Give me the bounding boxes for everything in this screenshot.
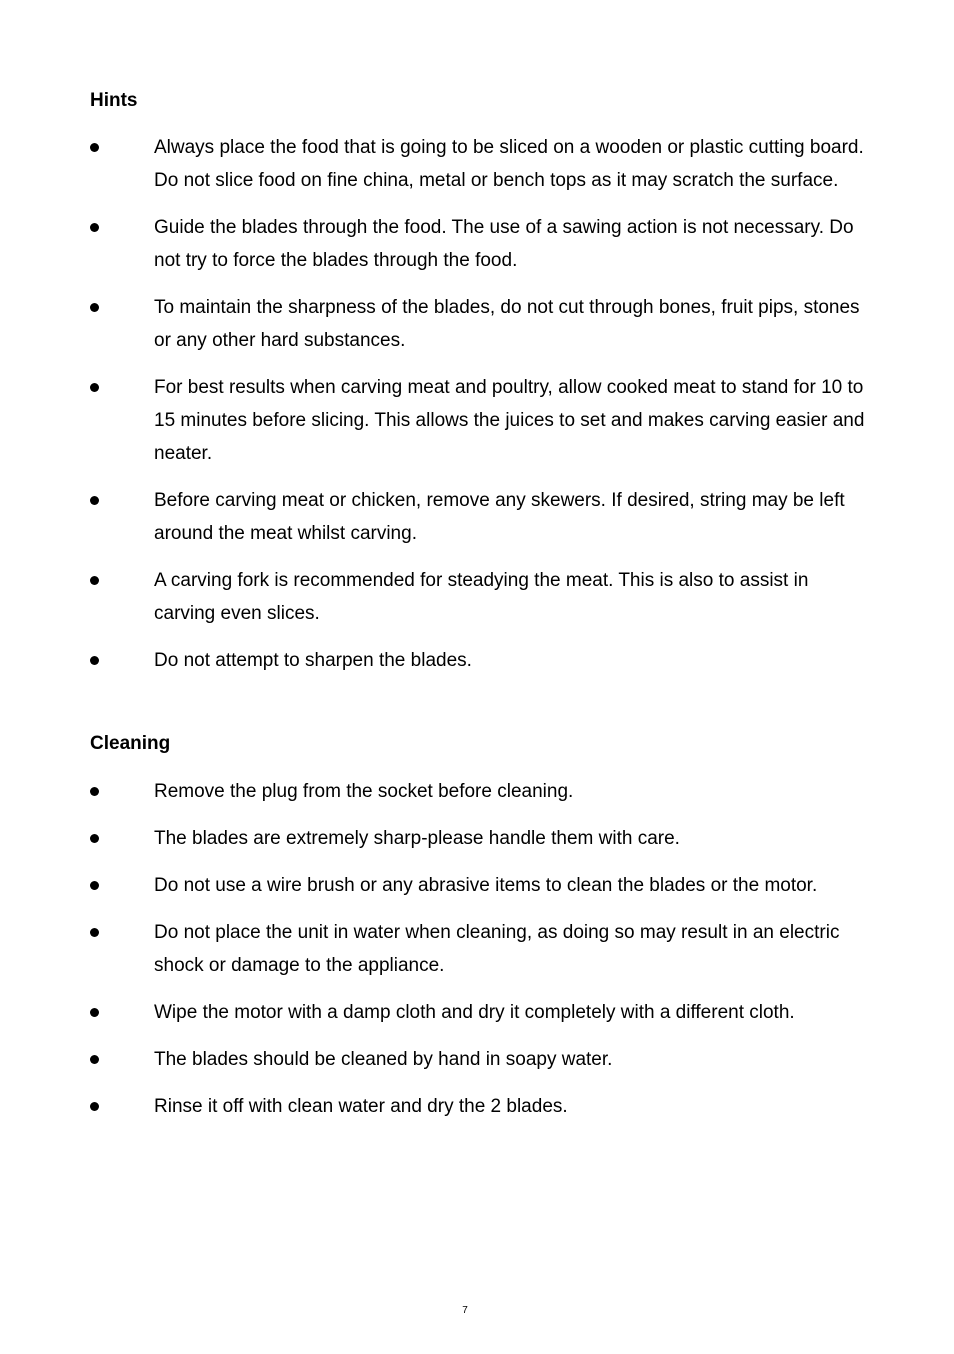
- list-item: [90, 869, 870, 902]
- list-item-text: Do not place the unit in water when cleaning, as doing so may result in an electric shock or damage to the appliance.: [154, 922, 840, 976]
- bullet-icon: [90, 143, 99, 152]
- cleaning-heading: Cleaning: [90, 733, 171, 754]
- cleaning-list: [90, 775, 870, 1137]
- list-item-text: The blades are extremely sharp-please handle them with care.: [154, 828, 680, 849]
- list-item: [90, 131, 870, 197]
- list-item-text: Before carving meat or chicken, remove any skewers. If desired, string may be left around the meat whilst carving.: [154, 490, 845, 544]
- list-item: [90, 1043, 870, 1076]
- list-item: [90, 484, 870, 550]
- page-number: 7: [462, 1305, 468, 1316]
- list-item-text: A carving fork is recommended for steadying the meat. This is also to assist in carving even slices.: [154, 570, 809, 624]
- bullet-icon: [90, 576, 99, 585]
- list-item: [90, 564, 870, 630]
- bullet-icon: [90, 1102, 99, 1111]
- bullet-icon: [90, 787, 99, 796]
- list-item: [90, 916, 870, 982]
- bullet-icon: [90, 928, 99, 937]
- bullet-icon: [90, 383, 99, 392]
- hints-heading: Hints: [90, 90, 138, 111]
- bullet-icon: [90, 223, 99, 232]
- list-item: [90, 644, 870, 677]
- bullet-icon: [90, 656, 99, 665]
- list-item: [90, 291, 870, 357]
- list-item: [90, 775, 870, 808]
- hints-list: [90, 131, 870, 691]
- list-item-text: The blades should be cleaned by hand in soapy water.: [154, 1049, 613, 1070]
- list-item-text: Always place the food that is going to be sliced on a wooden or plastic cutting board. Do not slice food on fine china, metal or bench tops as it may scratch the surface.: [154, 137, 864, 191]
- list-item: [90, 822, 870, 855]
- list-item-text: Do not attempt to sharpen the blades.: [154, 650, 472, 671]
- list-item-text: For best results when carving meat and poultry, allow cooked meat to stand for 10 to 15 minutes before slicing. This allows the juices to set and makes carving easier and neater.: [154, 377, 865, 464]
- bullet-icon: [90, 1055, 99, 1064]
- list-item: [90, 996, 870, 1029]
- bullet-icon: [90, 881, 99, 890]
- bullet-icon: [90, 303, 99, 312]
- list-item-text: Guide the blades through the food. The use of a sawing action is not necessary. Do not try to force the blades through the food.: [154, 217, 854, 271]
- bullet-icon: [90, 834, 99, 843]
- list-item: [90, 371, 870, 470]
- bullet-icon: [90, 1008, 99, 1017]
- bullet-icon: [90, 496, 99, 505]
- list-item: [90, 1090, 870, 1123]
- list-item-text: Rinse it off with clean water and dry the 2 blades.: [154, 1096, 568, 1117]
- list-item-text: Wipe the motor with a damp cloth and dry it completely with a different cloth.: [154, 1002, 795, 1023]
- list-item-text: To maintain the sharpness of the blades, do not cut through bones, fruit pips, stones or any other hard substances.: [154, 297, 860, 351]
- list-item: [90, 211, 870, 277]
- list-item-text: Remove the plug from the socket before cleaning.: [154, 781, 574, 802]
- list-item-text: Do not use a wire brush or any abrasive items to clean the blades or the motor.: [154, 875, 818, 896]
